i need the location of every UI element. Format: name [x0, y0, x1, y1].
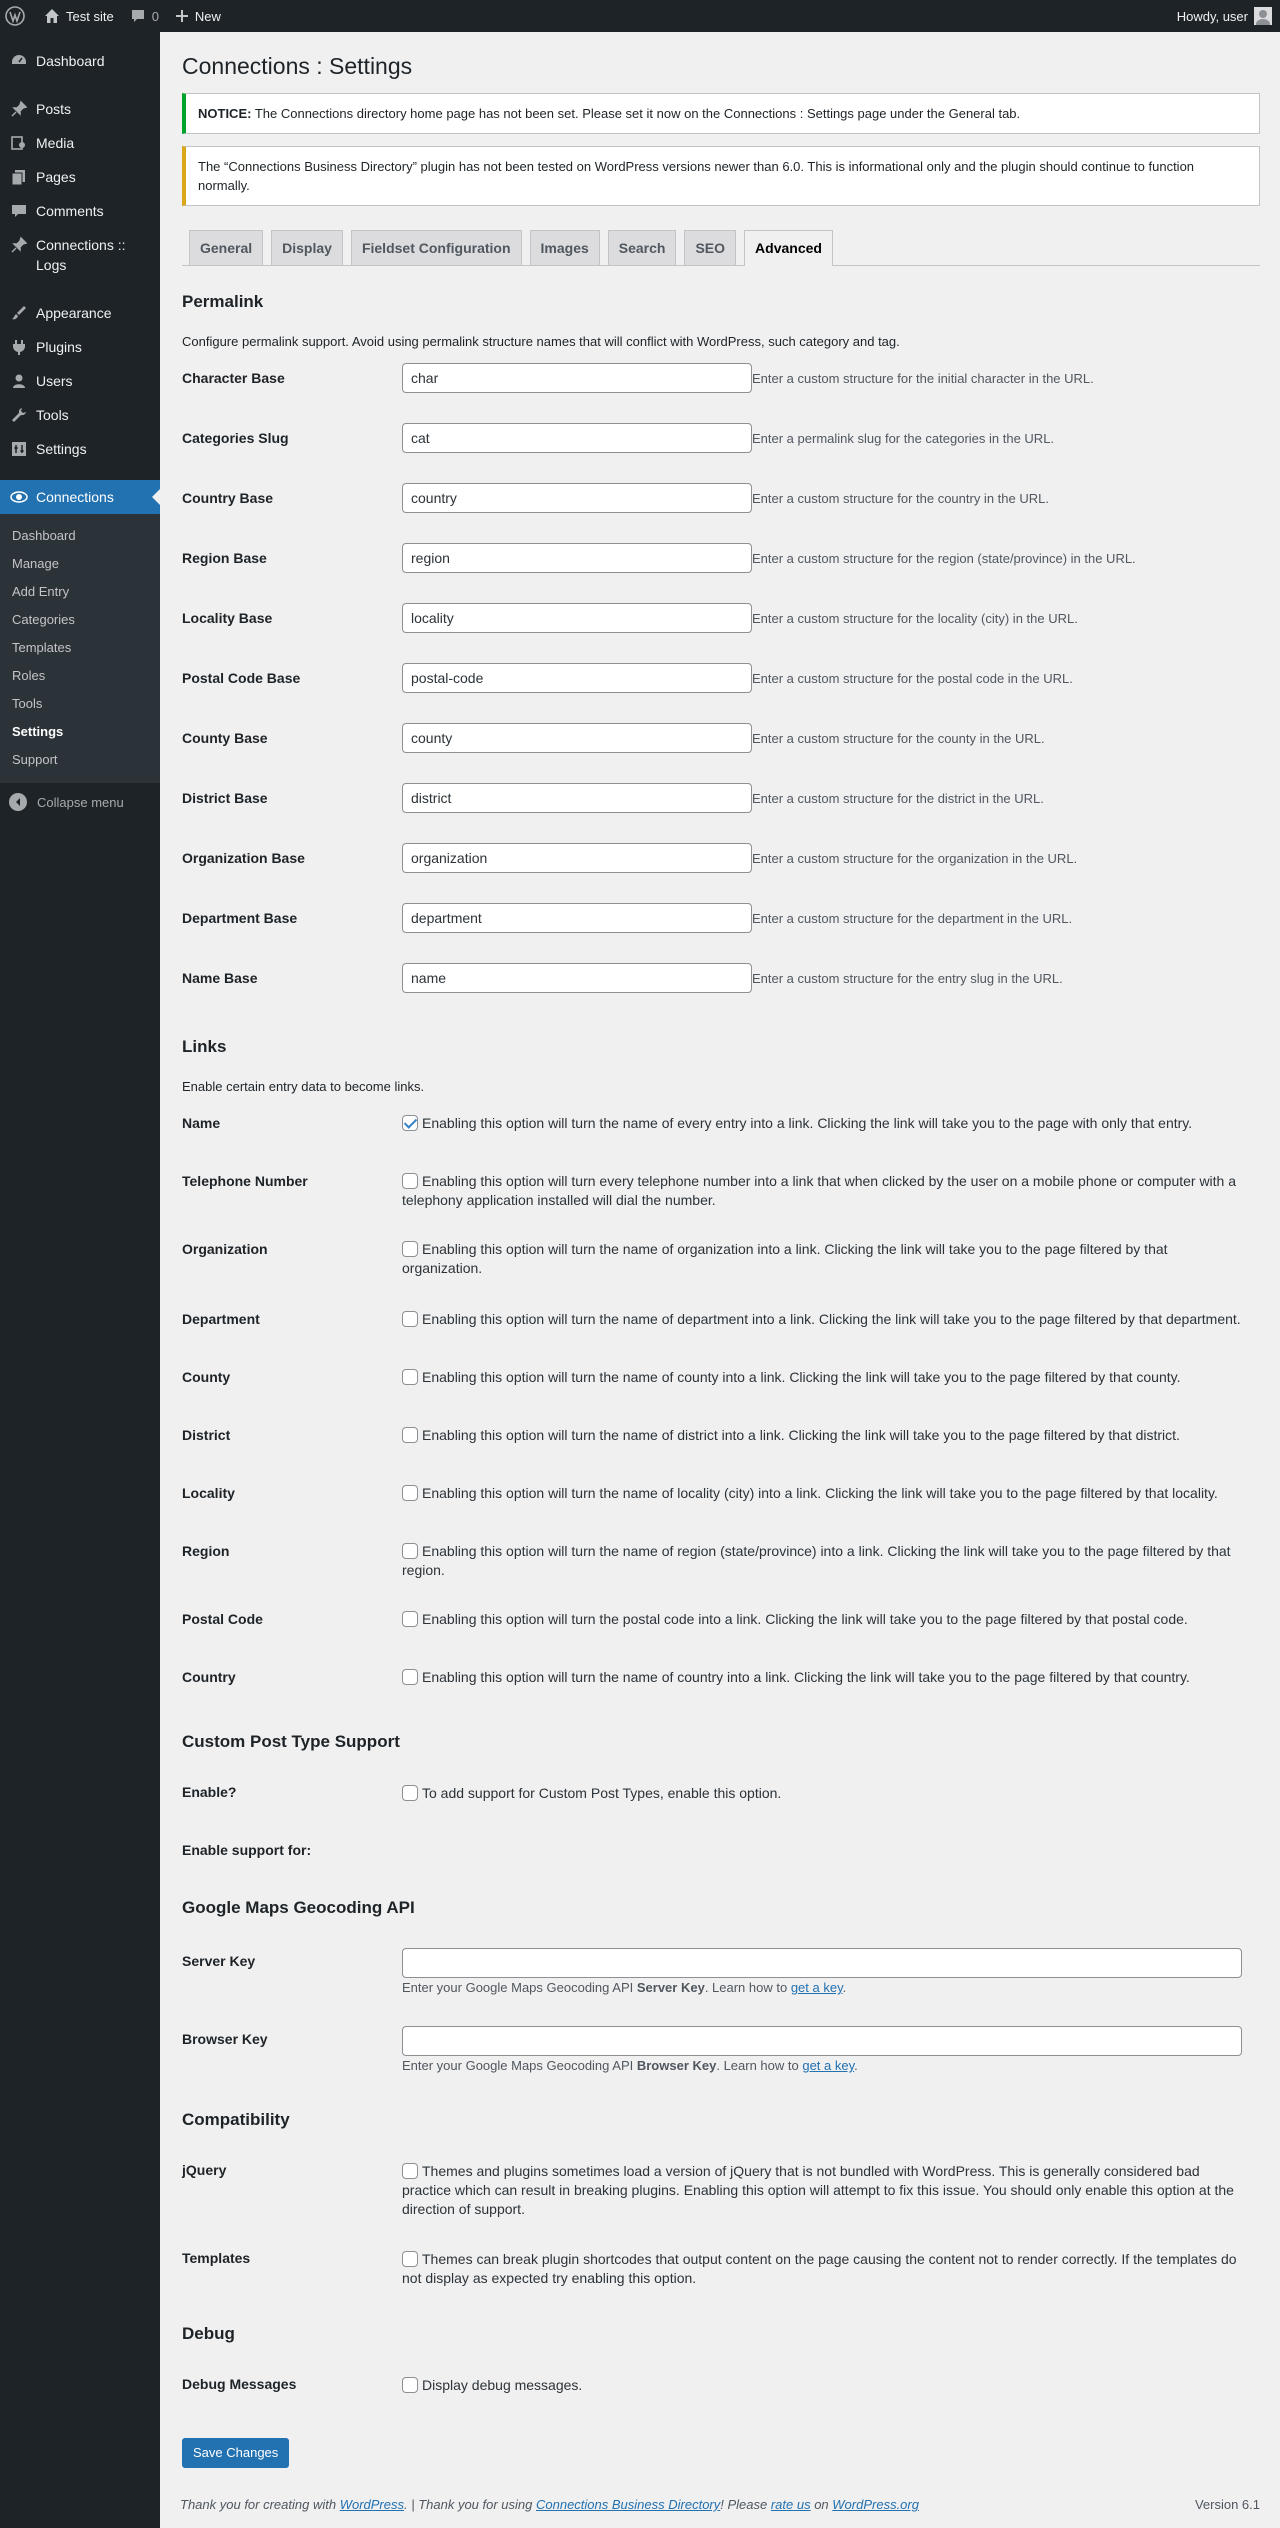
permalink-row: [182, 543, 1260, 603]
permalink-row: [182, 483, 1260, 543]
tab-advanced[interactable]: Advanced: [744, 230, 833, 266]
menu-label: Posts: [36, 101, 72, 117]
debug-checkbox[interactable]: [402, 2377, 418, 2393]
new-content-link[interactable]: [167, 0, 229, 32]
footer-version: Version 6.1: [1194, 2497, 1260, 2512]
link-option-text: Enabling this option will turn the name of department into a link. Clicking the link will take you to the page filtered by that department.: [422, 1311, 1241, 1327]
permalink-label: Country Base: [182, 490, 274, 506]
permalink-field: [402, 483, 1260, 513]
hint-text: .: [842, 1980, 847, 1995]
link-option-text: Enabling this option will turn the name of locality (city) into a link. Clicking the link will take you to the page filtered by that locality.: [422, 1485, 1218, 1501]
link-option-row: [182, 1172, 1260, 1240]
link-option-field: [402, 1172, 1242, 1240]
collapse-menu-button[interactable]: [0, 783, 160, 821]
notice-version-warning: [182, 146, 1260, 206]
tab-display[interactable]: Display: [271, 230, 343, 265]
link-option-label: County: [182, 1369, 231, 1385]
links-description: Enable certain entry data to become links.: [182, 1079, 425, 1094]
link-option-label: District: [182, 1427, 231, 1443]
templates-label: Templates: [182, 2250, 251, 2266]
link-option-field: [402, 1668, 1242, 1718]
templates-text: Themes can break plugin shortcodes that output content on the page causing the content not to render correctly. If the templates do not display as expected try enabling this option.: [402, 2251, 1237, 2286]
home-icon: [44, 8, 60, 24]
submenu-categories[interactable]: Categories: [12, 612, 75, 627]
menu-label: Tools: [36, 407, 69, 423]
permalink-label: Locality Base: [182, 610, 273, 626]
page-title: Connections : Settings: [182, 53, 413, 79]
permalink-row: [182, 663, 1260, 723]
permalink-field: [402, 903, 1260, 933]
tab-fieldset-configuration[interactable]: Fieldset Configuration: [351, 230, 522, 265]
footer-text: ! Please: [720, 2497, 771, 2512]
tab-seo[interactable]: SEO: [684, 230, 736, 265]
permalink-label: Department Base: [182, 910, 298, 926]
link-option-text: Enabling this option will turn the name of organization into a link. Clicking the link will take you to the page filtered by that organization.: [402, 1241, 1168, 1276]
wrench-icon: [9, 405, 29, 425]
menu-label: Comments: [36, 203, 104, 219]
compat-heading: Compatibility: [182, 2110, 290, 2129]
cpt-enable-text: To add support for Custom Post Types, enable this option.: [422, 1785, 782, 1801]
menu-label: Appearance: [36, 305, 112, 321]
submenu-settings[interactable]: Settings: [12, 724, 64, 739]
jquery-text: Themes and plugins sometimes load a version of jQuery that is not bundled with WordPress. This is generally considered bad practice which can result in breaking plugins. Enabling this option will attempt to fix this issue. You should only enable this option at the direction of support.: [402, 2163, 1234, 2217]
permalink-field: [402, 363, 1260, 393]
permalink-label: Name Base: [182, 970, 258, 986]
permalink-input[interactable]: region: [402, 543, 752, 573]
link-option-field: [402, 1426, 1242, 1484]
server-key-label: Server Key: [182, 1953, 256, 1969]
link-option-checkbox[interactable]: [402, 1241, 418, 1257]
media-icon: [9, 133, 29, 153]
dashboard-icon: [9, 51, 29, 71]
comments-count: 0: [151, 8, 159, 24]
templates-field: [402, 2250, 1242, 2310]
menu-connections[interactable]: [0, 480, 160, 514]
link-option-label: Postal Code: [182, 1611, 263, 1627]
browser-key-field: [402, 2026, 1242, 2104]
cpt-enable-row: [182, 1784, 1260, 1842]
submenu-support[interactable]: Support: [12, 752, 58, 767]
menu-pages[interactable]: [0, 160, 160, 194]
link-option-checkbox[interactable]: [402, 1115, 418, 1131]
menu-connections-logs[interactable]: [0, 228, 160, 282]
wordpress-logo-icon[interactable]: [0, 0, 36, 32]
save-changes-button[interactable]: Save Changes: [182, 2438, 289, 2468]
link-option-field: [402, 1240, 1242, 1310]
greeting: Howdy, user: [1176, 8, 1248, 24]
permalink-hint: Enter a custom structure for the entry slug in the URL.: [752, 970, 1063, 986]
link-option-checkbox[interactable]: [402, 1485, 418, 1501]
avatar: [1254, 7, 1272, 25]
link-option-text: Enabling this option will turn the postal code into a link. Clicking the link will take you to the page filtered by that postal code.: [422, 1611, 1188, 1627]
jquery-checkbox[interactable]: [402, 2163, 418, 2179]
permalink-hint: Enter a custom structure for the locality (city) in the URL.: [752, 610, 1078, 626]
notice-strong: NOTICE:: [198, 106, 252, 121]
rate-us-link[interactable]: rate us: [770, 2497, 811, 2512]
jquery-row: [182, 2162, 1260, 2250]
link-option-label: Locality: [182, 1485, 235, 1501]
users-icon: [9, 371, 29, 391]
debug-field: [402, 2376, 582, 2424]
plugin-icon: [9, 337, 29, 357]
wordpress-link[interactable]: WordPress: [339, 2497, 404, 2512]
permalink-label: Postal Code Base: [182, 670, 301, 686]
permalink-row: [182, 783, 1260, 843]
link-option-field: [402, 1484, 1242, 1542]
permalink-input[interactable]: country: [402, 483, 752, 513]
permalink-label: Categories Slug: [182, 430, 289, 446]
submenu-tools[interactable]: Tools: [12, 696, 43, 711]
link-option-row: [182, 1426, 1260, 1484]
submenu-roles[interactable]: Roles: [12, 668, 46, 683]
link-option-checkbox[interactable]: [402, 1311, 418, 1327]
link-option-checkbox[interactable]: [402, 1669, 418, 1685]
permalink-description: Configure permalink support. Avoid using permalink structure names that will conflict with WordPress, such category and tag.: [182, 334, 900, 349]
submenu-templates[interactable]: Templates: [12, 640, 72, 655]
permalink-row: [182, 423, 1260, 483]
menu-label: Plugins: [36, 339, 82, 355]
settings-icon: [9, 439, 29, 459]
new-label: New: [194, 8, 221, 24]
hint-text: Enter your Google Maps Geocoding API: [402, 1980, 637, 1995]
submenu-add-entry[interactable]: Add Entry: [12, 584, 70, 599]
permalink-hint: Enter a custom structure for the country in the URL.: [752, 490, 1049, 506]
permalink-row: [182, 903, 1260, 963]
brush-icon: [9, 303, 29, 323]
debug-row: [182, 2376, 1260, 2424]
wordpress-org-link[interactable]: WordPress.org: [832, 2497, 919, 2512]
permalink-input[interactable]: char: [402, 363, 752, 393]
menu-label: Settings: [36, 441, 87, 457]
permalink-input[interactable]: department: [402, 903, 752, 933]
server-key-input[interactable]: [402, 1948, 1242, 1978]
permalink-label: Region Base: [182, 550, 267, 566]
permalink-field: [402, 423, 1260, 453]
permalink-label: District Base: [182, 790, 268, 806]
debug-label: Debug Messages: [182, 2376, 297, 2392]
link-option-field: [402, 1542, 1242, 1610]
cpt-enable-checkbox[interactable]: [402, 1785, 418, 1801]
permalink-row: [182, 603, 1260, 663]
get-key-link[interactable]: get a key: [790, 1980, 843, 1995]
permalink-field: [402, 543, 1260, 573]
menu-comments[interactable]: [0, 194, 160, 228]
cpt-enable-label: Enable?: [182, 1784, 237, 1800]
connections-icon: [9, 487, 29, 507]
menu-label: Connections: [36, 489, 114, 505]
link-option-label: Organization: [182, 1241, 268, 1257]
notice-home-page: [182, 93, 1260, 134]
browser-key-label: Browser Key: [182, 2031, 268, 2047]
cpt-support-row: [182, 1842, 1260, 1878]
submenu-dashboard[interactable]: Dashboard: [12, 528, 76, 543]
permalink-field: [402, 663, 1260, 693]
link-option-row: [182, 1114, 1260, 1172]
link-option-row: [182, 1368, 1260, 1426]
permalink-hint: Enter a custom structure for the department in the URL.: [752, 910, 1073, 926]
link-option-field: [402, 1368, 1242, 1426]
permalink-input[interactable]: locality: [402, 603, 752, 633]
menu-label: Pages: [36, 169, 76, 185]
link-option-text: Enabling this option will turn the name of country into a link. Clicking the link will take you to the page filtered by that country.: [422, 1669, 1190, 1685]
link-option-label: Name: [182, 1115, 221, 1131]
footer-text: on: [810, 2497, 833, 2512]
server-key-hint: [402, 1980, 1242, 1995]
menu-label: Connections :: Logs: [36, 237, 126, 273]
permalink-hint: Enter a custom structure for the initial character in the URL.: [752, 370, 1094, 386]
permalink-rows: [182, 363, 1260, 1023]
menu-appearance[interactable]: [0, 296, 160, 330]
permalink-heading: Permalink: [182, 292, 264, 311]
link-option-text: Enabling this option will turn the name of every entry into a link. Clicking the link will take you to the page with only that entry.: [422, 1115, 1193, 1131]
get-key-link[interactable]: get a key: [802, 2058, 855, 2073]
collapse-icon: [9, 793, 27, 811]
cpt-heading: Custom Post Type Support: [182, 1732, 400, 1751]
link-option-checkbox[interactable]: [402, 1369, 418, 1385]
templates-row: [182, 2250, 1260, 2310]
jquery-label: jQuery: [182, 2162, 227, 2178]
menu-users[interactable]: [0, 364, 160, 398]
link-option-row: [182, 1610, 1260, 1668]
link-option-text: Enabling this option will turn every telephone number into a link that when clicked by the user on a mobile phone or computer with a telephony application installed will dial the number.: [402, 1173, 1237, 1208]
footer-text: . | Thank you for using: [404, 2497, 536, 2512]
hint-text: .: [854, 2058, 858, 2073]
admin-bar: [0, 0, 1280, 32]
link-option-field: [402, 1310, 1242, 1368]
link-option-row: [182, 1484, 1260, 1542]
browser-key-hint: [402, 2058, 1242, 2073]
comment-icon: [9, 201, 29, 221]
admin-sidebar: [0, 32, 160, 2528]
permalink-label: County Base: [182, 730, 268, 746]
link-option-label: Region: [182, 1543, 230, 1559]
permalink-row: [182, 963, 1260, 1023]
tab-general[interactable]: General: [189, 230, 263, 265]
permalink-hint: Enter a custom structure for the organization in the URL.: [752, 850, 1078, 866]
permalink-input[interactable]: postal-code: [402, 663, 752, 693]
link-option-text: Enabling this option will turn the name of county into a link. Clicking the link will take you to the page filtered by that county.: [422, 1369, 1181, 1385]
browser-key-input[interactable]: [402, 2026, 1242, 2056]
main-content: [182, 32, 1260, 2468]
jquery-field: [402, 2162, 1242, 2250]
pin-icon: [9, 235, 29, 255]
menu-posts[interactable]: [0, 92, 160, 126]
menu-label: Users: [36, 373, 73, 389]
link-option-text: Enabling this option will turn the name of region (state/province) into a link. Clicking the link will take you to the page filtered by that region.: [402, 1543, 1231, 1578]
footer-text: Thank you for creating with: [180, 2497, 340, 2512]
comments-link[interactable]: [122, 0, 167, 32]
permalink-field: [402, 603, 1260, 633]
notice-text: The “Connections Business Directory” plugin has not been tested on WordPress versions newer than 6.0. This is informational only and the plugin should continue to function normally.: [198, 159, 1195, 193]
permalink-field: [402, 783, 1260, 813]
collapse-label: Collapse menu: [37, 794, 124, 810]
tab-search[interactable]: Search: [608, 230, 677, 265]
connections-submenu: [0, 514, 160, 783]
permalink-label: Organization Base: [182, 850, 305, 866]
pin-icon: [9, 99, 29, 119]
hint-text: Enter your Google Maps Geocoding API: [402, 2058, 637, 2073]
permalink-input[interactable]: district: [402, 783, 752, 813]
geocoding-heading: Google Maps Geocoding API: [182, 1898, 415, 1917]
menu-settings[interactable]: [0, 432, 160, 466]
link-option-field: [402, 1610, 1242, 1668]
link-option-checkbox[interactable]: [402, 1611, 418, 1627]
menu-plugins[interactable]: [0, 330, 160, 364]
cpt-enable-field: [402, 1784, 781, 1842]
permalink-hint: Enter a custom structure for the region (state/province) in the URL.: [752, 550, 1136, 566]
menu-media[interactable]: [0, 126, 160, 160]
footer: [180, 2497, 1260, 2512]
permalink-field: [402, 723, 1260, 753]
link-option-label: Country: [182, 1669, 236, 1685]
hint-strong: Browser Key: [636, 2058, 717, 2073]
debug-text: Display debug messages.: [422, 2377, 583, 2393]
notice-text: The Connections directory home page has not been set. Please set it now on the Connections : Settings page under the General tab.: [251, 106, 1021, 121]
link-option-checkbox[interactable]: [402, 1543, 418, 1559]
link-option-label: Department: [182, 1311, 260, 1327]
link-option-label: Telephone Number: [182, 1173, 308, 1189]
link-option-checkbox[interactable]: [402, 1427, 418, 1443]
server-key-field: [402, 1948, 1242, 2026]
menu-dashboard[interactable]: [0, 44, 160, 78]
hint-strong: Server Key: [636, 1980, 705, 1995]
hint-text: . Learn how to: [716, 2058, 803, 2073]
permalink-row: [182, 363, 1260, 423]
pages-icon: [9, 167, 29, 187]
permalink-label: Character Base: [182, 370, 285, 386]
submenu-manage[interactable]: Manage: [12, 556, 59, 571]
permalink-row: [182, 723, 1260, 783]
permalink-hint: Enter a custom structure for the postal code in the URL.: [752, 670, 1073, 686]
tab-images[interactable]: Images: [530, 230, 600, 265]
site-name-link[interactable]: [36, 0, 122, 32]
templates-checkbox[interactable]: [402, 2251, 418, 2267]
link-option-field: [402, 1114, 1242, 1172]
link-option-row: [182, 1542, 1260, 1610]
link-option-row: [182, 1310, 1260, 1368]
debug-heading: Debug: [182, 2324, 235, 2343]
footer-thanks: [180, 2497, 919, 2512]
cpt-support-label: Enable support for:: [182, 1842, 312, 1858]
links-rows: [182, 1114, 1260, 1718]
my-account-link[interactable]: [1169, 0, 1280, 32]
link-option-row: [182, 1668, 1260, 1718]
permalink-hint: Enter a custom structure for the district in the URL.: [752, 790, 1044, 806]
permalink-field: [402, 843, 1260, 873]
site-name: Test site: [66, 8, 114, 24]
comment-icon: [130, 8, 146, 24]
menu-label: Media: [36, 135, 75, 151]
plugin-link[interactable]: Connections Business Directory: [536, 2497, 721, 2512]
permalink-input[interactable]: name: [402, 963, 752, 993]
permalink-row: [182, 843, 1260, 903]
permalink-input[interactable]: organization: [402, 843, 752, 873]
menu-label: Dashboard: [36, 53, 105, 69]
link-option-checkbox[interactable]: [402, 1173, 418, 1189]
permalink-field: [402, 963, 1260, 993]
permalink-hint: Enter a permalink slug for the categories in the URL.: [752, 430, 1055, 446]
link-option-row: [182, 1240, 1260, 1310]
server-key-row: [182, 1948, 1260, 2026]
permalink-hint: Enter a custom structure for the county in the URL.: [752, 730, 1045, 746]
settings-tabs: [182, 230, 1260, 266]
hint-text: . Learn how to: [704, 1980, 791, 1995]
links-heading: Links: [182, 1037, 227, 1056]
permalink-input[interactable]: cat: [402, 423, 752, 453]
menu-tools[interactable]: [0, 398, 160, 432]
plus-icon: [175, 9, 189, 23]
link-option-text: Enabling this option will turn the name of district into a link. Clicking the link will take you to the page filtered by that district.: [422, 1427, 1180, 1443]
permalink-input[interactable]: county: [402, 723, 752, 753]
browser-key-row: [182, 2026, 1260, 2104]
